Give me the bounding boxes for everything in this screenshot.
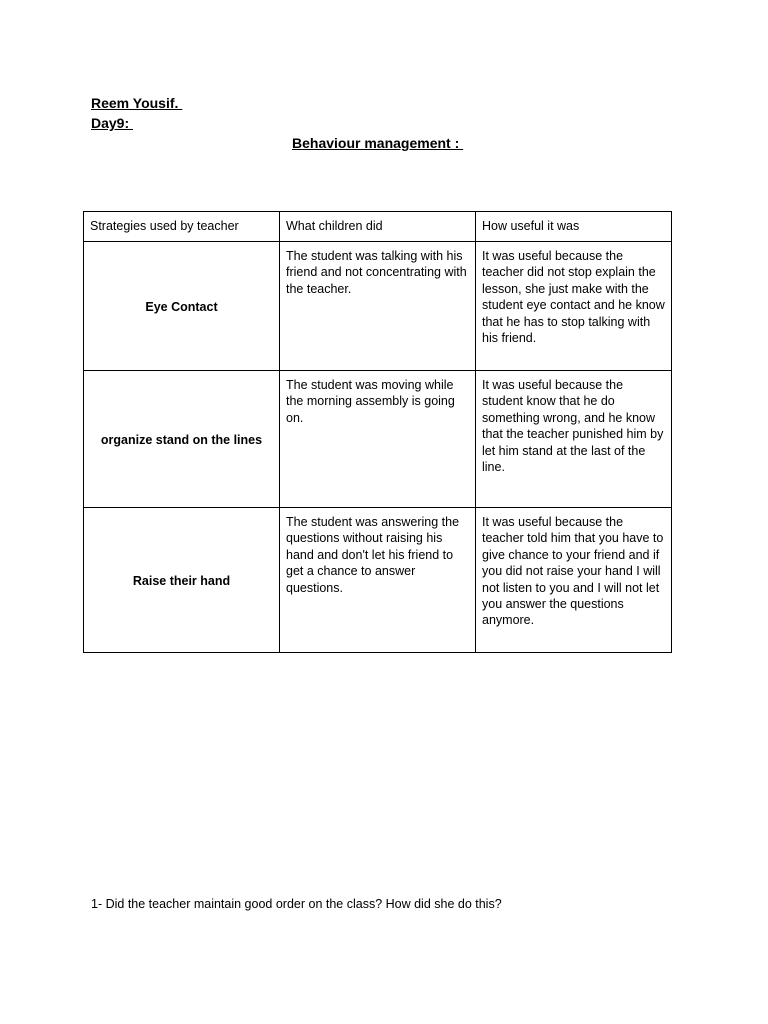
table-row: [84, 508, 672, 653]
table-row: [84, 371, 672, 508]
column-header-children: What children did: [280, 212, 476, 242]
author-name: Reem Yousif.: [91, 95, 183, 111]
question-text: 1- Did the teacher maintain good order on the class? How did she do this?: [91, 897, 502, 911]
table-header-row: [84, 212, 672, 242]
page-title: Behaviour management :: [292, 135, 464, 151]
useful-cell: It was useful because the teacher did not stop explain the lesson, she just make with the student eye contact and he know that he has to stop talking with his friend.: [476, 242, 672, 371]
children-cell: The student was moving while the morning assembly is going on.: [280, 371, 476, 508]
strategy-cell: Raise their hand: [84, 508, 280, 653]
useful-cell: It was useful because the student know that he do something wrong, and he know that the teacher punished him by let him stand at the last of the line.: [476, 371, 672, 508]
children-cell: The student was talking with his friend and not concentrating with the teacher.: [280, 242, 476, 371]
table-row: [84, 242, 672, 371]
behaviour-table: [83, 211, 672, 653]
strategy-cell: organize stand on the lines: [84, 371, 280, 508]
children-cell: The student was answering the questions without raising his hand and don't let his friend to get a chance to answer questions.: [280, 508, 476, 653]
strategy-cell: Eye Contact: [84, 242, 280, 371]
day-label: Day9:: [91, 115, 134, 131]
useful-cell: It was useful because the teacher told him that you have to give chance to your friend and if you did not raise your hand I will not listen to you and I will not let you answer the questions anymore.: [476, 508, 672, 653]
column-header-useful: How useful it was: [476, 212, 672, 242]
column-header-strategies: Strategies used by teacher: [84, 212, 280, 242]
